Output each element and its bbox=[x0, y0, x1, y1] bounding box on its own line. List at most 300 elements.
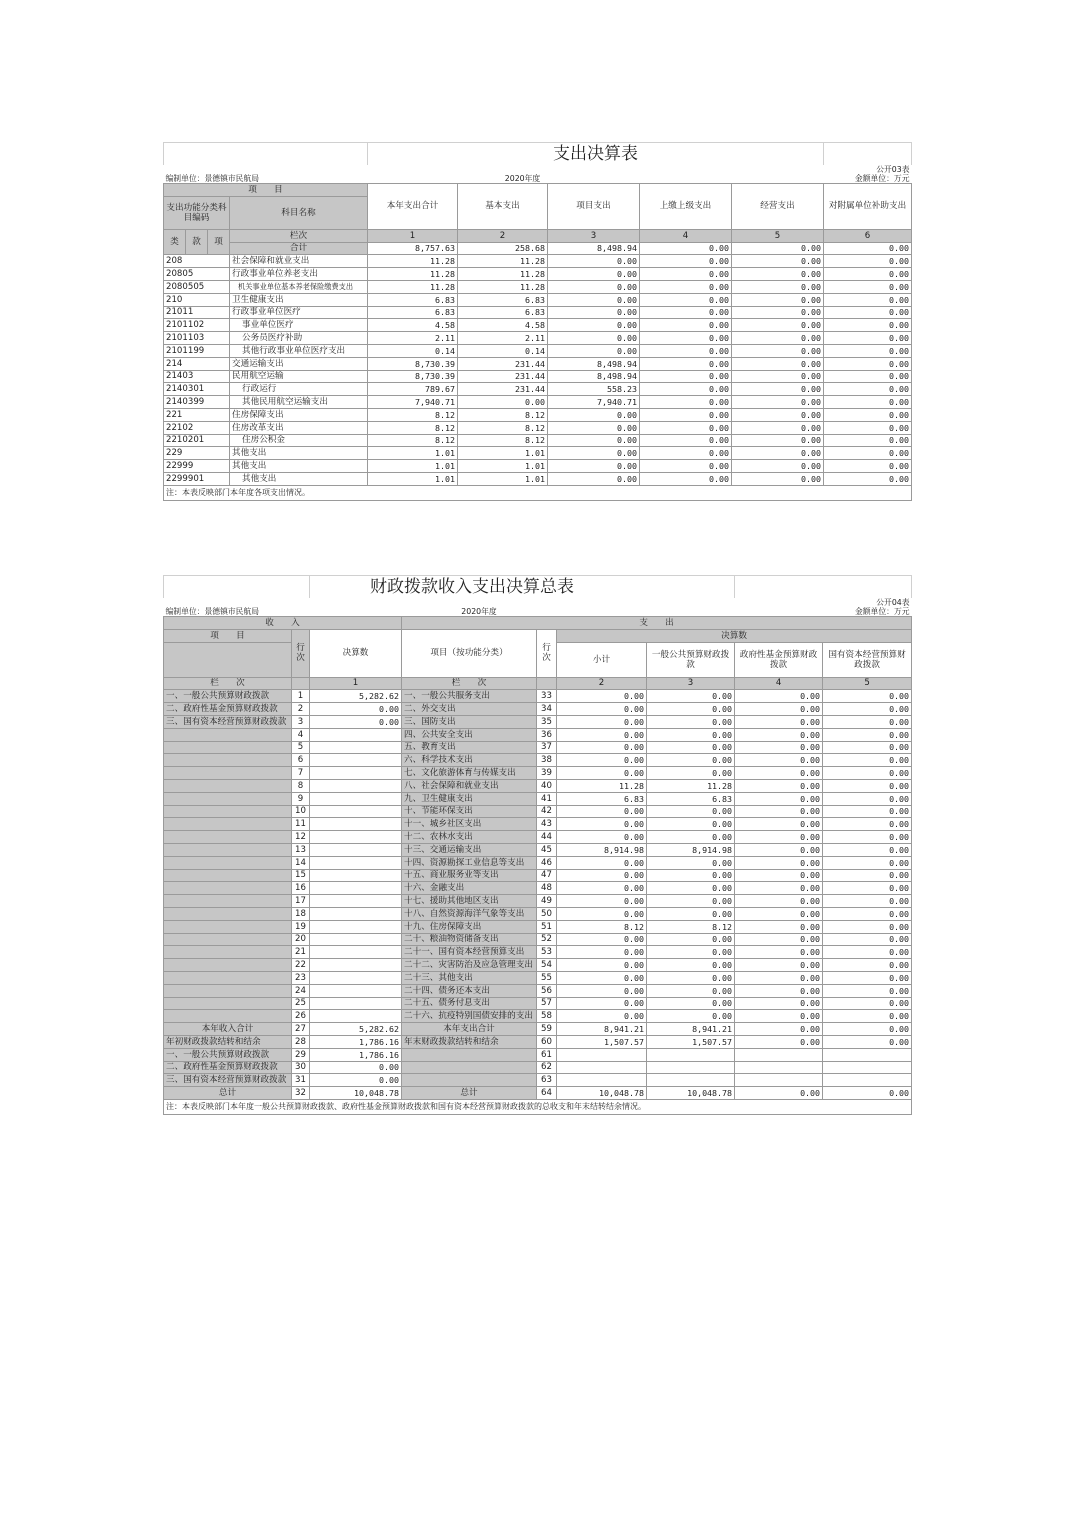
value-cell: 0.00 bbox=[732, 434, 824, 447]
expense-item-cell: 二十一、国有资本经营预算支出 bbox=[402, 946, 537, 959]
value-cell: 0.00 bbox=[824, 421, 912, 434]
value-cell: 0.00 bbox=[557, 984, 647, 997]
value-cell: 0.00 bbox=[647, 959, 735, 972]
value-cell: 0.00 bbox=[732, 460, 824, 473]
income-item-cell bbox=[164, 997, 292, 1010]
value-cell: 0.00 bbox=[732, 255, 824, 268]
value-cell: 0.00 bbox=[735, 831, 823, 844]
row-no: 47 bbox=[537, 869, 557, 882]
row-no: 42 bbox=[537, 805, 557, 818]
income-item-cell: 二、政府性基金预算财政拨款 bbox=[164, 1061, 292, 1074]
fiscal-appropriation-summary-sheet bbox=[163, 575, 911, 1115]
expense-item-cell: 四、公共安全支出 bbox=[402, 728, 537, 741]
value-cell: 0.00 bbox=[548, 344, 640, 357]
expense-item-cell: 十七、援助其他地区支出 bbox=[402, 895, 537, 908]
col-index: 3 bbox=[647, 677, 735, 690]
expense-item-cell: 年末财政拨款结转和结余 bbox=[402, 1035, 537, 1048]
table-row bbox=[164, 1074, 912, 1087]
value-cell bbox=[823, 1061, 912, 1074]
table-row bbox=[164, 255, 912, 268]
row-no: 17 bbox=[292, 895, 310, 908]
value-cell: 0.00 bbox=[823, 907, 912, 920]
value-cell: 0.00 bbox=[647, 703, 735, 716]
income-item-cell: 三、国有资本经营预算财政拨款 bbox=[164, 1074, 292, 1087]
col-index: 4 bbox=[640, 229, 732, 242]
value-cell: 0.00 bbox=[640, 460, 732, 473]
value-cell: 0.00 bbox=[823, 754, 912, 767]
table-row bbox=[164, 971, 912, 984]
total-income-label: 本年收入合计 bbox=[164, 1023, 292, 1036]
income-item-cell bbox=[164, 933, 292, 946]
value-cell: 0.00 bbox=[732, 357, 824, 370]
value-cell: 0.00 bbox=[735, 997, 823, 1010]
value-cell: 0.00 bbox=[557, 997, 647, 1010]
value-cell: 0.00 bbox=[732, 344, 824, 357]
value-cell: 4.58 bbox=[458, 319, 548, 332]
value-cell: 0.00 bbox=[548, 472, 640, 485]
func-code-header: 支出功能分类科目编码 bbox=[164, 196, 230, 229]
value-cell: 0.00 bbox=[732, 280, 824, 293]
value-cell: 6.83 bbox=[647, 792, 735, 805]
value-cell: 11.28 bbox=[368, 255, 458, 268]
col-index: 1 bbox=[368, 229, 458, 242]
value-cell: 0.00 bbox=[557, 831, 647, 844]
value-cell: 0.00 bbox=[458, 396, 548, 409]
table-row bbox=[164, 805, 912, 818]
value-cell: 0.00 bbox=[640, 472, 732, 485]
income-amount-cell bbox=[310, 920, 402, 933]
value-cell: 0.00 bbox=[735, 946, 823, 959]
row-no: 40 bbox=[537, 779, 557, 792]
expense-item-cell bbox=[402, 1074, 537, 1087]
row-no: 48 bbox=[537, 882, 557, 895]
value-cell bbox=[647, 1061, 735, 1074]
value-cell: 8.12 bbox=[368, 408, 458, 421]
value-cell: 0.00 bbox=[735, 843, 823, 856]
row-no: 20 bbox=[292, 933, 310, 946]
table-row bbox=[164, 408, 912, 421]
col-subsidy-header: 对附属单位补助支出 bbox=[824, 184, 912, 230]
table2-form-no: 公开04表 bbox=[876, 598, 910, 607]
value-cell: 11.28 bbox=[368, 280, 458, 293]
value-cell: 0.00 bbox=[735, 895, 823, 908]
row-no: 22 bbox=[292, 959, 310, 972]
table2-amount-unit: 金额单位：万元 bbox=[854, 607, 910, 616]
value-cell: 0.00 bbox=[823, 959, 912, 972]
row-no: 36 bbox=[537, 728, 557, 741]
table-row bbox=[164, 357, 912, 370]
table-row bbox=[164, 792, 912, 805]
table1-amount-unit: 金额单位：万元 bbox=[854, 174, 910, 183]
value-cell: 0.00 bbox=[824, 255, 912, 268]
value-cell: 0.00 bbox=[735, 920, 823, 933]
row-no: 38 bbox=[537, 754, 557, 767]
col-index: 2 bbox=[557, 677, 647, 690]
row-no: 28 bbox=[292, 1035, 310, 1048]
table-row bbox=[164, 959, 912, 972]
expense-item-cell: 五、教育支出 bbox=[402, 741, 537, 754]
income-item-cell bbox=[164, 843, 292, 856]
row-no: 54 bbox=[537, 959, 557, 972]
state-capital-header: 国有资本经营预算财政拨款 bbox=[823, 642, 912, 677]
value-cell: 789.67 bbox=[368, 383, 458, 396]
value-cell: 0.00 bbox=[647, 728, 735, 741]
expense-item-cell: 九、卫生健康支出 bbox=[402, 792, 537, 805]
func-code-cell: 229 bbox=[164, 447, 230, 460]
col-remit-header: 上缴上级支出 bbox=[640, 184, 732, 230]
grand-income-amount: 10,048.78 bbox=[310, 1087, 402, 1100]
value-cell: 8.12 bbox=[458, 408, 548, 421]
value-cell: 0.00 bbox=[732, 383, 824, 396]
func-code-cell: 2299901 bbox=[164, 472, 230, 485]
income-amount-cell bbox=[310, 959, 402, 972]
value-cell: 2.11 bbox=[368, 332, 458, 345]
value-cell: 8,498.94 bbox=[548, 370, 640, 383]
col-index: 5 bbox=[823, 677, 912, 690]
value-cell: 0.00 bbox=[824, 280, 912, 293]
row-no: 24 bbox=[292, 984, 310, 997]
value-cell: 0.00 bbox=[823, 741, 912, 754]
expense-item-cell: 八、社会保障和就业支出 bbox=[402, 779, 537, 792]
value-cell: 11.28 bbox=[458, 280, 548, 293]
xiang-header: 项 bbox=[208, 229, 230, 255]
expense-item-cell: 十、节能环保支出 bbox=[402, 805, 537, 818]
table-row bbox=[164, 728, 912, 741]
value-cell: 0.00 bbox=[824, 357, 912, 370]
table-row bbox=[164, 332, 912, 345]
value-cell: 0.00 bbox=[647, 984, 735, 997]
col-index: 1 bbox=[310, 677, 402, 690]
table2-unit-label: 编制单位：景德镇市民航局 bbox=[165, 607, 260, 616]
table1-title: 支出决算表 bbox=[368, 143, 824, 166]
table-row bbox=[164, 396, 912, 409]
row-no: 9 bbox=[292, 792, 310, 805]
expense-item-cell: 二十三、其他支出 bbox=[402, 971, 537, 984]
row-no: 63 bbox=[537, 1074, 557, 1087]
income-amount-cell bbox=[310, 741, 402, 754]
table-row bbox=[164, 818, 912, 831]
value-cell: 0.00 bbox=[823, 818, 912, 831]
value-cell: 0.00 bbox=[823, 728, 912, 741]
final-amount-header: 决算数 bbox=[310, 629, 402, 677]
income-item-cell bbox=[164, 779, 292, 792]
value-cell: 0.00 bbox=[824, 383, 912, 396]
subject-name-cell: 住房保障支出 bbox=[230, 408, 368, 421]
value-cell: 0.00 bbox=[823, 779, 912, 792]
func-code-cell: 21011 bbox=[164, 306, 230, 319]
subject-name-cell: 行政运行 bbox=[230, 383, 368, 396]
value-cell: 0.14 bbox=[368, 344, 458, 357]
row-no: 59 bbox=[537, 1023, 557, 1036]
value-cell: 6.83 bbox=[368, 293, 458, 306]
grand-total-label-2: 总计 bbox=[402, 1087, 537, 1100]
row-no: 44 bbox=[537, 831, 557, 844]
subject-name-cell: 其他支出 bbox=[230, 447, 368, 460]
value-cell: 0.00 bbox=[823, 895, 912, 908]
income-item-cell bbox=[164, 831, 292, 844]
value-cell: 6.83 bbox=[458, 306, 548, 319]
value-cell: 0.00 bbox=[735, 1035, 823, 1048]
value-cell: 0.00 bbox=[823, 920, 912, 933]
value-cell: 8.12 bbox=[368, 421, 458, 434]
lanci-header: 栏 次 bbox=[164, 677, 292, 690]
value-cell: 0.00 bbox=[557, 1010, 647, 1023]
row-no: 26 bbox=[292, 1010, 310, 1023]
value-cell: 0.00 bbox=[548, 306, 640, 319]
value-cell: 1.01 bbox=[458, 460, 548, 473]
value-cell: 0.00 bbox=[647, 856, 735, 869]
value-cell: 1.01 bbox=[368, 447, 458, 460]
value-cell: 1.01 bbox=[458, 447, 548, 460]
value-cell: 0.00 bbox=[824, 344, 912, 357]
table-row bbox=[164, 1048, 912, 1061]
value-cell: 0.00 bbox=[557, 703, 647, 716]
col-total-header: 本年支出合计 bbox=[368, 184, 458, 230]
table-row bbox=[164, 779, 912, 792]
value-cell: 0.00 bbox=[557, 767, 647, 780]
row-no: 34 bbox=[537, 703, 557, 716]
value-cell: 0.00 bbox=[823, 703, 912, 716]
income-item-cell bbox=[164, 792, 292, 805]
value-cell: 0.00 bbox=[732, 370, 824, 383]
value-cell: 0.00 bbox=[824, 447, 912, 460]
table1-project-header: 项 目 bbox=[164, 184, 368, 197]
func-code-cell: 2101102 bbox=[164, 319, 230, 332]
value-cell: 8.12 bbox=[458, 421, 548, 434]
row-no2-header: 行次 bbox=[537, 629, 557, 677]
func-code-cell: 2080505 bbox=[164, 280, 230, 293]
income-amount-cell: 5,282.62 bbox=[310, 690, 402, 703]
income-item-cell bbox=[164, 1010, 292, 1023]
value-cell: 0.00 bbox=[824, 306, 912, 319]
income-item-cell bbox=[164, 920, 292, 933]
value-cell: 7,940.71 bbox=[368, 396, 458, 409]
row-no: 57 bbox=[537, 997, 557, 1010]
row-no: 29 bbox=[292, 1048, 310, 1061]
value-cell: 0.00 bbox=[557, 754, 647, 767]
value-cell: 6.83 bbox=[368, 306, 458, 319]
col-index: 4 bbox=[735, 677, 823, 690]
total-cell: 0.00 bbox=[824, 242, 912, 255]
row-no: 55 bbox=[537, 971, 557, 984]
row-no: 49 bbox=[537, 895, 557, 908]
value-cell: 0.00 bbox=[732, 421, 824, 434]
row-no: 11 bbox=[292, 818, 310, 831]
expense-project-header: 项目（按功能分类） bbox=[402, 629, 537, 677]
value-cell: 0.00 bbox=[647, 971, 735, 984]
value-cell: 0.00 bbox=[557, 907, 647, 920]
value-cell: 0.00 bbox=[735, 882, 823, 895]
value-cell: 0.00 bbox=[735, 971, 823, 984]
value-cell: 11.28 bbox=[368, 268, 458, 281]
general-budget-header: 一般公共预算财政拨款 bbox=[647, 642, 735, 677]
expense-item-cell: 十六、金融支出 bbox=[402, 882, 537, 895]
income-amount-cell bbox=[310, 882, 402, 895]
value-cell: 0.00 bbox=[735, 818, 823, 831]
value-cell: 0.00 bbox=[735, 728, 823, 741]
value-cell: 1.01 bbox=[368, 472, 458, 485]
row-no: 32 bbox=[292, 1087, 310, 1100]
value-cell: 0.00 bbox=[548, 408, 640, 421]
total-cell: 8,757.63 bbox=[368, 242, 458, 255]
value-cell: 0.00 bbox=[732, 332, 824, 345]
row-no: 25 bbox=[292, 997, 310, 1010]
subject-name-cell: 其他支出 bbox=[230, 460, 368, 473]
income-amount-cell: 0.00 bbox=[310, 1061, 402, 1074]
income-header: 收 入 bbox=[164, 617, 402, 630]
income-amount-cell bbox=[310, 984, 402, 997]
row-no: 19 bbox=[292, 920, 310, 933]
value-cell: 0.00 bbox=[548, 421, 640, 434]
func-code-cell: 20805 bbox=[164, 268, 230, 281]
value-cell: 0.00 bbox=[640, 306, 732, 319]
row-no: 10 bbox=[292, 805, 310, 818]
value-cell: 0.00 bbox=[557, 971, 647, 984]
value-cell: 0.00 bbox=[732, 293, 824, 306]
value-cell: 0.00 bbox=[823, 869, 912, 882]
expense-item-cell: 一、一般公共服务支出 bbox=[402, 690, 537, 703]
expense-item-cell: 二十、粮油物资储备支出 bbox=[402, 933, 537, 946]
value-cell: 0.00 bbox=[647, 946, 735, 959]
grand-exp-cell: 10,048.78 bbox=[647, 1087, 735, 1100]
value-cell: 0.00 bbox=[732, 472, 824, 485]
expense-item-cell: 二十四、债务还本支出 bbox=[402, 984, 537, 997]
table-row bbox=[164, 754, 912, 767]
col-index: 5 bbox=[732, 229, 824, 242]
value-cell bbox=[557, 1061, 647, 1074]
total-exp-cell: 8,941.21 bbox=[557, 1023, 647, 1036]
subject-name-cell: 公务员医疗补助 bbox=[230, 332, 368, 345]
income-amount-cell bbox=[310, 779, 402, 792]
value-cell: 0.00 bbox=[823, 767, 912, 780]
value-cell: 0.00 bbox=[647, 818, 735, 831]
income-amount-cell: 1,786.16 bbox=[310, 1048, 402, 1061]
income-item-cell: 年初财政拨款结转和结余 bbox=[164, 1035, 292, 1048]
total-label: 合计 bbox=[230, 242, 368, 255]
value-cell: 0.00 bbox=[735, 779, 823, 792]
total-cell: 8,498.94 bbox=[548, 242, 640, 255]
income-amount-cell bbox=[310, 946, 402, 959]
col-index: 2 bbox=[458, 229, 548, 242]
value-cell bbox=[557, 1048, 647, 1061]
table-row bbox=[164, 280, 912, 293]
value-cell: 0.00 bbox=[557, 818, 647, 831]
income-amount-cell: 0.00 bbox=[310, 715, 402, 728]
subject-name-cell: 行政事业单位养老支出 bbox=[230, 268, 368, 281]
value-cell: 0.00 bbox=[557, 690, 647, 703]
income-amount-cell bbox=[310, 907, 402, 920]
row-no: 8 bbox=[292, 779, 310, 792]
row-no: 37 bbox=[537, 741, 557, 754]
value-cell: 0.00 bbox=[823, 971, 912, 984]
value-cell: 8,730.39 bbox=[368, 370, 458, 383]
row-no-header: 行次 bbox=[292, 629, 310, 677]
expense-item-cell: 十二、农林水支出 bbox=[402, 831, 537, 844]
table-row bbox=[164, 715, 912, 728]
value-cell: 0.00 bbox=[557, 895, 647, 908]
expense-header: 支 出 bbox=[402, 617, 912, 630]
expense-item-cell: 十九、住房保障支出 bbox=[402, 920, 537, 933]
value-cell: 0.00 bbox=[647, 831, 735, 844]
expense-item-cell: 十一、城乡社区支出 bbox=[402, 818, 537, 831]
value-cell: 0.00 bbox=[647, 997, 735, 1010]
income-item-cell: 一、一般公共预算财政拨款 bbox=[164, 1048, 292, 1061]
value-cell: 11.28 bbox=[458, 255, 548, 268]
table-row bbox=[164, 933, 912, 946]
row-no: 58 bbox=[537, 1010, 557, 1023]
subject-name-cell: 住房改革支出 bbox=[230, 421, 368, 434]
row-no: 6 bbox=[292, 754, 310, 767]
value-cell: 8,730.39 bbox=[368, 357, 458, 370]
income-amount-cell bbox=[310, 792, 402, 805]
row-no: 46 bbox=[537, 856, 557, 869]
value-cell: 0.00 bbox=[640, 434, 732, 447]
income-item-cell bbox=[164, 767, 292, 780]
table-row bbox=[164, 984, 912, 997]
value-cell: 0.00 bbox=[647, 805, 735, 818]
value-cell: 8,914.98 bbox=[647, 843, 735, 856]
income-amount-cell bbox=[310, 997, 402, 1010]
table-row bbox=[164, 831, 912, 844]
table-row bbox=[164, 741, 912, 754]
total-exp-cell: 0.00 bbox=[735, 1023, 823, 1036]
income-amount-cell bbox=[310, 754, 402, 767]
table-row bbox=[164, 1035, 912, 1048]
expense-item-cell: 二、外交支出 bbox=[402, 703, 537, 716]
subject-name-cell: 事业单位医疗 bbox=[230, 319, 368, 332]
func-code-cell: 221 bbox=[164, 408, 230, 421]
value-cell: 0.00 bbox=[735, 869, 823, 882]
lei-header: 类 bbox=[164, 229, 186, 255]
value-cell: 0.00 bbox=[735, 959, 823, 972]
row-no: 16 bbox=[292, 882, 310, 895]
income-item-cell bbox=[164, 971, 292, 984]
income-amount-cell: 1,786.16 bbox=[310, 1035, 402, 1048]
col-operating-header: 经营支出 bbox=[732, 184, 824, 230]
value-cell: 0.00 bbox=[735, 754, 823, 767]
value-cell: 0.00 bbox=[735, 703, 823, 716]
income-item-cell: 一、一般公共预算财政拨款 bbox=[164, 690, 292, 703]
value-cell bbox=[647, 1074, 735, 1087]
value-cell bbox=[735, 1048, 823, 1061]
row-no: 60 bbox=[537, 1035, 557, 1048]
value-cell: 0.00 bbox=[548, 293, 640, 306]
expense-item-cell: 十四、资源勘探工业信息等支出 bbox=[402, 856, 537, 869]
lanci-header: 栏次 bbox=[230, 229, 368, 242]
row-no: 23 bbox=[292, 971, 310, 984]
value-cell: 0.00 bbox=[557, 933, 647, 946]
value-cell: 8.12 bbox=[557, 920, 647, 933]
value-cell: 0.00 bbox=[823, 715, 912, 728]
value-cell: 0.00 bbox=[732, 408, 824, 421]
subject-name-cell: 其他行政事业单位医疗支出 bbox=[230, 344, 368, 357]
table1-note: 注：本表反映部门本年度各项支出情况。 bbox=[164, 485, 912, 500]
table-row bbox=[164, 882, 912, 895]
func-code-cell: 2140301 bbox=[164, 383, 230, 396]
row-no: 64 bbox=[537, 1087, 557, 1100]
value-cell: 0.00 bbox=[640, 344, 732, 357]
value-cell: 8.12 bbox=[458, 434, 548, 447]
table-row bbox=[164, 703, 912, 716]
row-no: 3 bbox=[292, 715, 310, 728]
value-cell bbox=[735, 1074, 823, 1087]
value-cell: 0.00 bbox=[824, 472, 912, 485]
fiscal-summary-table bbox=[163, 575, 912, 1115]
row-no: 13 bbox=[292, 843, 310, 856]
row-no: 52 bbox=[537, 933, 557, 946]
value-cell: 0.00 bbox=[640, 447, 732, 460]
subject-name-cell: 民用航空运输 bbox=[230, 370, 368, 383]
